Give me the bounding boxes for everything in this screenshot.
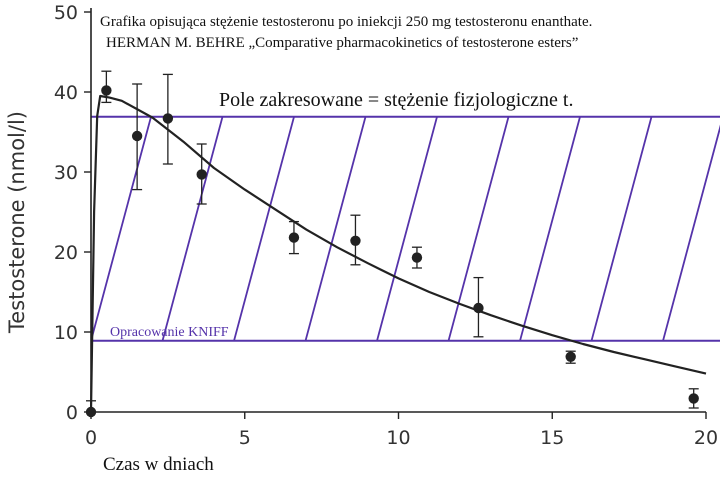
point-marker bbox=[197, 169, 207, 179]
y-tick-label: 30 bbox=[53, 162, 78, 184]
physiological-range-band bbox=[91, 117, 720, 341]
fit-curve bbox=[91, 96, 706, 412]
data-point bbox=[566, 351, 576, 363]
x-axis-label: Czas w dniach bbox=[103, 454, 214, 475]
x-tick-label: 15 bbox=[540, 427, 565, 449]
data-point bbox=[132, 84, 142, 190]
data-point bbox=[473, 278, 483, 337]
data-point bbox=[350, 215, 360, 265]
band-hatch-line bbox=[377, 117, 437, 341]
y-tick-label: 0 bbox=[65, 402, 78, 424]
point-marker bbox=[412, 252, 422, 262]
y-tick-label: 10 bbox=[53, 322, 78, 344]
x-tick-label: 10 bbox=[386, 427, 411, 449]
point-marker bbox=[86, 407, 96, 417]
point-marker bbox=[566, 352, 576, 362]
y-tick-label: 20 bbox=[53, 242, 78, 264]
credit-label: Opracowanie KNIFF bbox=[110, 325, 229, 340]
point-marker bbox=[689, 393, 699, 403]
band-hatch-line bbox=[520, 117, 580, 341]
band-hatch-line bbox=[592, 117, 652, 341]
data-point bbox=[163, 74, 173, 164]
band-hatch-line bbox=[234, 117, 294, 341]
chart-subtitle: HERMAN M. BEHRE „Comparative pharmacokinetics of testosterone esters” bbox=[106, 35, 579, 51]
point-marker bbox=[101, 85, 111, 95]
band-label: Pole zakresowane = stężenie fizjologiczne t. bbox=[219, 89, 574, 111]
band-hatch-line bbox=[663, 117, 720, 341]
data-point bbox=[412, 247, 422, 268]
point-marker bbox=[132, 131, 142, 141]
x-tick-label: 5 bbox=[238, 427, 251, 449]
chart-title: Grafika opisująca stężenie testosteronu po iniekcji 250 mg testosteronu enanthate. bbox=[100, 14, 593, 30]
point-marker bbox=[350, 236, 360, 246]
axes bbox=[54, 2, 718, 449]
y-tick-label: 50 bbox=[53, 2, 78, 24]
data-points bbox=[86, 71, 699, 417]
data-point bbox=[289, 222, 299, 254]
data-point bbox=[689, 389, 699, 408]
y-axis-label: Testosterone (nmol/l) bbox=[5, 111, 29, 333]
point-marker bbox=[289, 232, 299, 242]
y-tick-label: 40 bbox=[53, 82, 78, 104]
band-hatching bbox=[91, 117, 720, 341]
x-tick-label: 0 bbox=[84, 427, 98, 449]
band-hatch-line bbox=[91, 117, 151, 341]
series-line-fit bbox=[91, 96, 706, 412]
point-marker bbox=[163, 113, 173, 123]
x-tick-label: 20 bbox=[693, 427, 719, 449]
data-point bbox=[86, 401, 96, 417]
point-marker bbox=[473, 303, 483, 313]
band-hatch-line bbox=[306, 117, 366, 341]
